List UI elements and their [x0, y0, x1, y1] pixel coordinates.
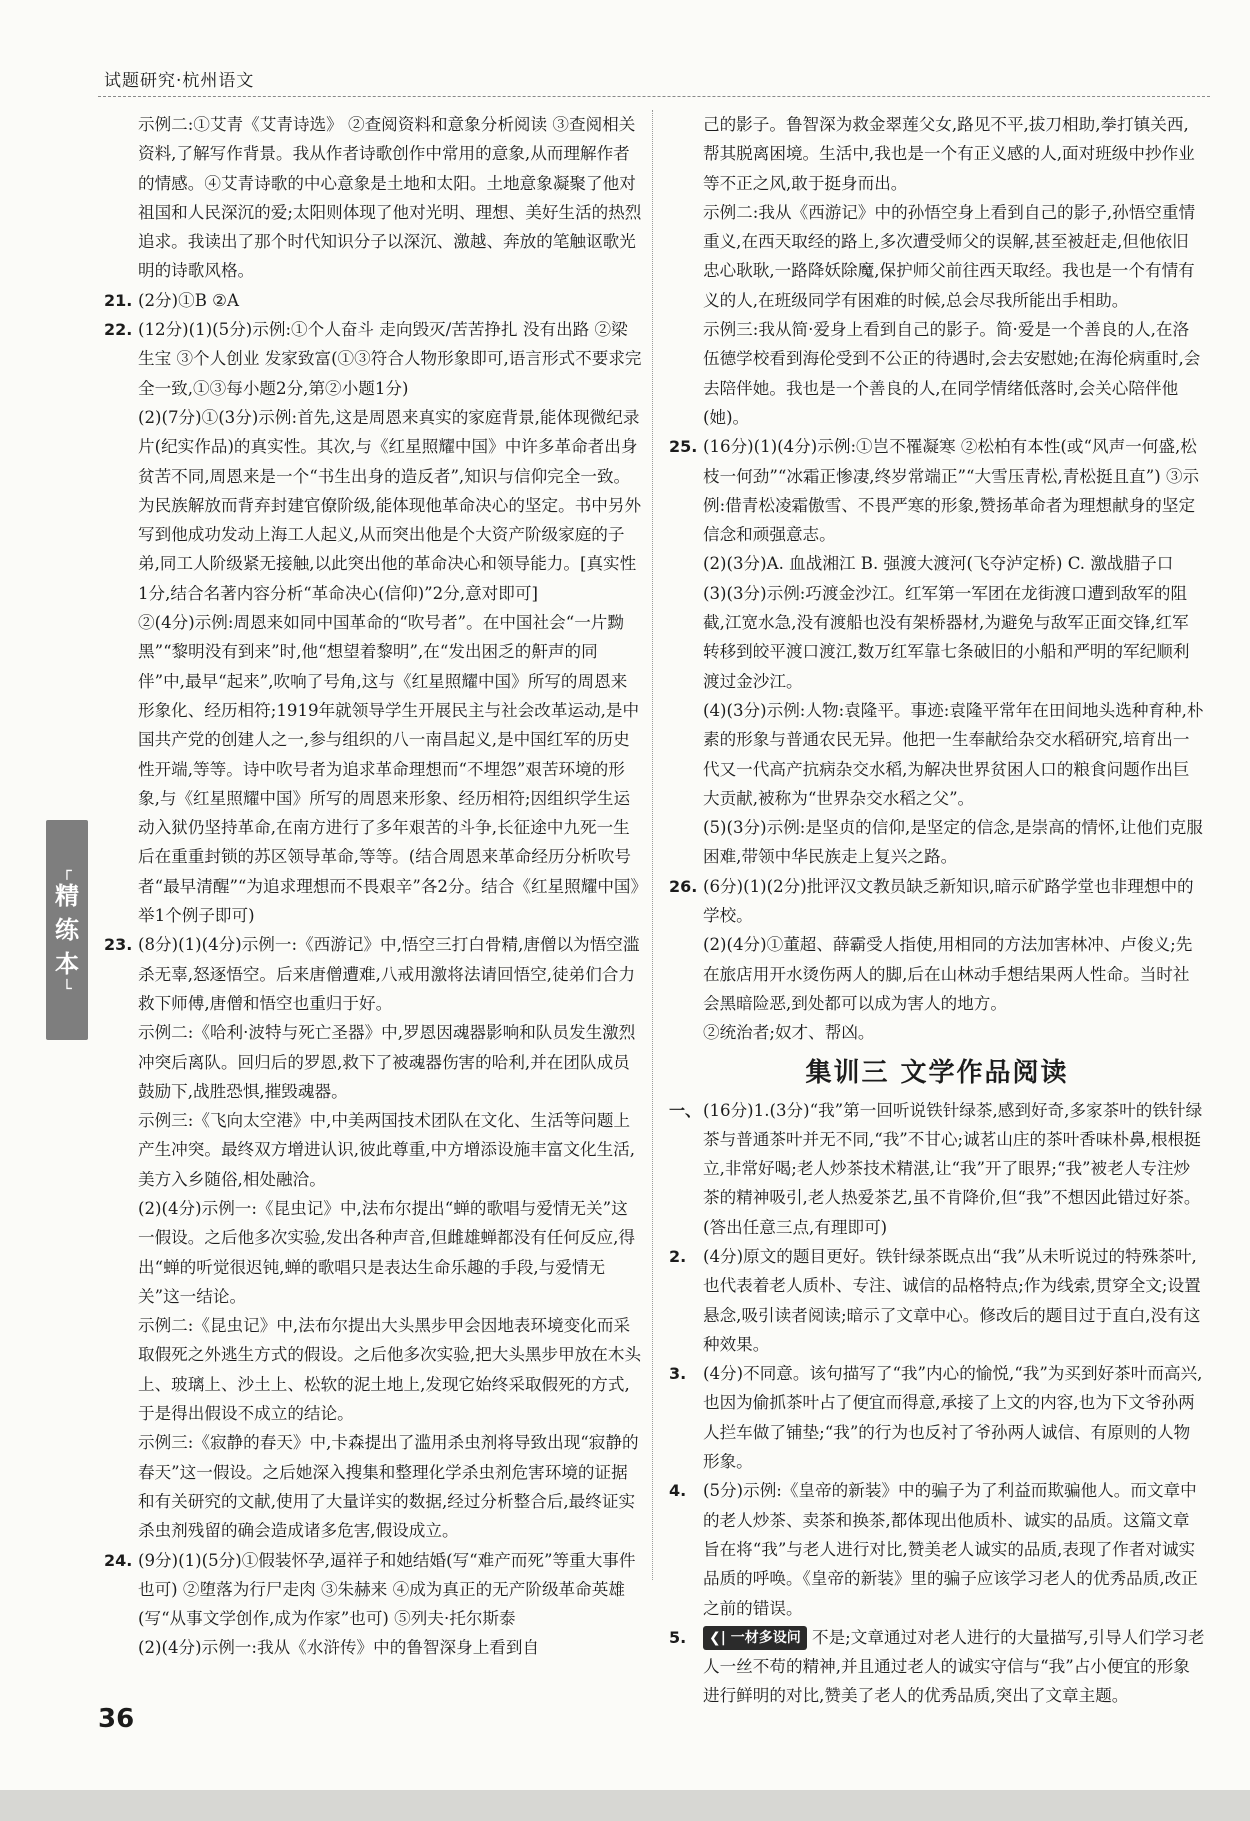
section-title: 集训三 文学作品阅读: [805, 1057, 1069, 1088]
answer-paragraph: (9分)(1)(5分)①假装怀孕,逼祥子和她结婚(写“难产而死”等重大事件也可) ②堕落为行尸走肉 ③朱赫来 ④成为真正的无产阶级革命英雄(写“从事文学创作,成为作家”也可) ⑤列夫·托尔斯泰: [138, 1550, 636, 1629]
answer-item: [104, 1546, 642, 1663]
answer-paragraph: (8分)(1)(4分)示例一:《西游记》中,悟空三打白骨精,唐僧以为悟空滥杀无辜,怒逐悟空。后来唐僧遭难,八戒用激将法请回悟空,徒弟们合力救下师傅,唐僧和悟空也重归于好。: [138, 935, 640, 1013]
item-5-text: 不是;文章通过对老人进行的大量描写,引导人们学习老人一丝不苟的精神,并且通过老人的诚实守信与“我”占小便宜的形象进行鲜明的对比,赞美了老人的优秀品质,突出了文章主题。: [703, 1627, 1205, 1706]
answer-paragraph: 示例二:我从《西游记》中的孙悟空身上看到自己的影子,孙悟空重情重义,在西天取经的路上,多次遭受师父的误解,甚至被赶走,但他依旧忠心耿耿,一路降妖除魔,保护师父前往西天取经。我也是一个有情有义的人,在班级同学有困难的时候,总会尽我所能出手相助。: [703, 202, 1196, 310]
side-tab: [46, 820, 88, 1040]
answer-item: [104, 930, 642, 1545]
answer-paragraph: (2)(4分)①董超、薛霸受人指使,用相同的方法加害林冲、卢俊义;先在旅店用开水烫伤两人的脚,后在山林动手想结果两人性命。当时社会黑暗险恶,到处都可以成为害人的地方。: [703, 935, 1193, 1013]
answer-paragraph: (2分)①B ②A: [138, 290, 240, 310]
column-divider: [652, 110, 653, 1580]
left-column: [104, 110, 642, 1663]
answer-item: [669, 1242, 1205, 1359]
running-header: 试题研究·杭州语文: [104, 71, 255, 91]
answer-paragraph: 示例三:《飞向太空港》中,中美两国技术团队在文化、生活等问题上产生冲突。最终双方增进认识,彼此尊重,中方增添设施丰富文化生活,美方入乡随俗,相处融洽。: [138, 1111, 636, 1189]
right-section-answers: [669, 1096, 1205, 1623]
page-number: 36: [98, 1704, 135, 1734]
item-number: 一、: [669, 1100, 702, 1120]
answer-item: [669, 110, 1205, 432]
answer-paragraph: (3)(3分)示例:巧渡金沙江。红军第一军团在龙街渡口遭到敌军的阻截,江宽水急,没有渡船也没有架桥器材,为避免与敌军正面交锋,红军转移到皎平渡口渡江,数万红军靠七条破旧的小船和严明的军纪顺利渡过金沙江。: [703, 583, 1190, 691]
answer-paragraph: 示例三:我从简·爱身上看到自己的影子。简·爱是一个善良的人,在洛伍德学校看到海伦受到不公正的待遇时,会去安慰她;在海伦病重时,会去陪伴她。我也是一个善良的人,在同学情绪低落时,会关心陪伴他(她)。: [703, 320, 1201, 427]
item-number: 22.: [104, 320, 133, 340]
answer-paragraph: (2)(3分)A. 血战湘江 B. 强渡大渡河(飞夺泸定桥) C. 激战腊子口: [703, 554, 1174, 574]
answer-paragraph: 示例三:《寂静的春天》中,卡森提出了滥用杀虫剂将导致出现“寂静的春天”这一假设。之后她深入搜集和整理化学杀虫剂危害环境的证据和有关研究的文献,使用了大量详实的数据,经过分析整合后,最终证实杀虫剂残留的确会造成诸多危害,假设成立。: [138, 1433, 639, 1541]
answer-paragraph: ②统治者;奴才、帮凶。: [703, 1023, 875, 1043]
answer-item: [669, 1476, 1205, 1622]
side-tab-bracket-top: ┌: [62, 861, 72, 880]
item-number: 25.: [669, 437, 698, 457]
item-number: 23.: [104, 935, 133, 955]
item-text: [703, 1623, 1205, 1711]
item-number: 24.: [104, 1550, 133, 1570]
answer-paragraph: (16分)(1)(4分)示例:①岂不罹凝寒 ②松柏有本性(或“风声一何盛,松枝一何劲”“冰霜正惨凄,终岁常端正”“大雪压青松,青松挺且直”) ③示例:借青松凌霜傲雪、不畏严寒的形象,赞扬革命者为理想献身的坚定信念和顽强意志。: [703, 437, 1200, 545]
item-number: 3.: [669, 1364, 687, 1384]
answer-paragraph: ②(4分)示例:周恩来如同中国革命的“吹号者”。在中国社会“一片黝黑”“黎明没有到来”时,他“想望着黎明”,在“发出困乏的鼾声的同伴”中,最早“起来”,吹响了号角,这与《红星照耀中国》所写的周恩来形象化、经历相符;1919年就领导学生开展民主与社会改革运动,是中国共产党的创建人之一,参与组织的八一南昌起义,是中国红军的历史性开端,等等。诗中吹号者为追求革命理想而“不埋怨”艰苦环境的形象,与《红星照耀中国》所写的周恩来形象、经历相符;因组织学生运动入狱仍坚持革命,在南方进行了多年艰苦的斗争,长征途中九死一生后在重重封锁的苏区领导革命,等等。(结合周恩来革命经历分析吹号者“最早清醒”“为追求理想而不畏艰辛”各2分。结合《红星照耀中国》举1个例子即可): [138, 613, 640, 926]
item-number: 4.: [669, 1481, 687, 1501]
answer-item: [669, 1096, 1205, 1242]
answer-paragraph: (6分)(1)(2分)批评汉文教员缺乏新知识,暗示矿路学堂也非理想中的学校。: [703, 876, 1194, 926]
answer-paragraph: (4分)不同意。该句描写了“我”内心的愉悦,“我”为买到好茶叶而高兴,也因为偷抓茶叶占了便宜而得意,承接了上文的内容,也为下文爷孙两人拦车做了铺垫;“我”的行为也反衬了爷孙两人诚信、有原则的人物形象。: [703, 1364, 1203, 1472]
right-column: [669, 110, 1205, 1711]
item-number: 5.: [669, 1627, 687, 1647]
answer-item: [104, 110, 642, 286]
side-tab-char: 练: [55, 916, 79, 944]
answer-paragraph: (12分)(1)(5分)示例:①个人奋斗 走向毁灭/苦苦挣扎 没有出路 ②梁生宝 ③个人创业 发家致富(①③符合人物形象即可,语言形式不要求完全一致,①③每小题2分,第②小题1分): [138, 320, 642, 398]
side-tab-char: 本: [55, 950, 79, 978]
right-answers: [669, 110, 1205, 1048]
answer-paragraph: (5分)示例:《皇帝的新装》中的骗子为了利益而欺骗他人。而文章中的老人炒茶、卖茶和换茶,都体现出他质朴、诚实的品质。这篇文章旨在将“我”与老人进行对比,赞美老人诚实的品质,表现了作者对诚实品质的呼唤。《皇帝的新装》里的骗子应该学习老人的优秀品质,改正之前的错误。: [703, 1481, 1198, 1618]
answer-paragraph: 己的影子。鲁智深为救金翠莲父女,路见不平,拔刀相助,拳打镇关西,帮其脱离困境。生活中,我也是一个有正义感的人,面对班级中抄作业等不正之风,敢于挺身而出。: [703, 115, 1195, 193]
side-tab-char: 精: [55, 882, 79, 910]
answer-paragraph: (5)(3分)示例:是坚贞的信仰,是坚定的信念,是崇高的情怀,让他们克服困难,带领中华民族走上复兴之路。: [703, 818, 1203, 867]
answer-item: [669, 1359, 1205, 1476]
item-number: 2.: [669, 1246, 687, 1266]
header-rule: [98, 96, 1210, 97]
item-number: 26.: [669, 876, 698, 896]
answer-paragraph: (4)(3分)示例:人物:袁隆平。事迹:袁隆平常年在田间地头选种育种,朴素的形象与普通农民无异。他把一生奉献给杂交水稻研究,培育出一代又一代高产抗病杂交水稻,为解决世界贫困人口的粮食问题作出巨大贡献,被称为“世界杂交水稻之父”。: [703, 700, 1204, 808]
answer-item: [104, 286, 642, 315]
answer-paragraph: (2)(7分)①(3分)示例:首先,这是周恩来真实的家庭背景,能体现微纪录片(纪实作品)的真实性。其次,与《红星照耀中国》中许多革命者出身贫苦不同,周恩来是一个“书生出身的造反者”,知识与信仰完全一致。为民族解放而背弃封建官僚阶级,能体现他革命决心的坚定。书中另外写到他成功发动上海工人起义,从而突出他是个大资产阶级家庭的子弟,同工人阶级紧无接触,以此突出他的革命决心和领导能力。[真实性1分,结合名著内容分析“革命决心(信仰)”2分,意对即可]: [138, 407, 642, 603]
answer-item: [669, 432, 1205, 871]
answer-item: [104, 315, 642, 930]
side-tab-bracket-bottom: └: [62, 979, 72, 998]
answer-paragraph: (2)(4分)示例一:我从《水浒传》中的鲁智深身上看到自: [138, 1638, 540, 1658]
answer-paragraph: (2)(4分)示例一:《昆虫记》中,法布尔提出“蝉的歌唱与爱情无关”这一假设。之后他多次实验,发出各种声音,但雌雄蝉都没有任何反应,得出“蝉的听觉很迟钝,蝉的歌唱只是表达生命乐趣的手段,与爱情无关”这一结论。: [138, 1198, 636, 1306]
badge-label: ❮| 一材多设问: [703, 1626, 807, 1650]
answer-item: [669, 872, 1205, 1048]
answer-paragraph: 示例二:《哈利·波特与死亡圣器》中,罗恩因魂器影响和队员发生激烈冲突后离队。回归后的罗恩,救下了被魂器伤害的哈利,并在团队成员鼓励下,战胜恐惧,摧毁魂器。: [138, 1023, 636, 1101]
answer-paragraph: 示例二:《昆虫记》中,法布尔提出大头黑步甲会因地表环境变化而采取假死之外逃生方式的假设。之后他多次实验,把大头黑步甲放在木头上、玻璃上、沙土上、松软的泥土地上,发现它始终采取假死的方式,于是得出假设不成立的结论。: [138, 1316, 642, 1424]
footer-band: [0, 1790, 1250, 1821]
answer-item-5: [669, 1623, 1205, 1711]
answer-paragraph: 示例二:①艾青《艾青诗选》 ②查阅资料和意象分析阅读 ③查阅相关资料,了解写作背景。我从作者诗歌创作中常用的意象,从而理解作者的情感。④艾青诗歌的中心意象是土地和太阳。土地意象凝聚了他对祖国和人民深沉的爱;太阳则体现了他对光明、理想、美好生活的热烈追求。我读出了那个时代知识分子以深沉、激越、奔放的笔触讴歌光明的诗歌风格。: [138, 115, 642, 281]
answer-paragraph: (16分)1.(3分)“我”第一回听说铁针绿茶,感到好奇,多家茶叶的铁针绿茶与普通茶叶并无不同,“我”不甘心;诚茗山庄的茶叶香味朴鼻,根根挺立,非常好喝;老人炒茶技术精湛,让“我”开了眼界;“我”被老人专注炒茶的精神吸引,老人热爱茶艺,虽不肯降价,但“我”不想因此错过好茶。(答出任意三点,有理即可): [703, 1100, 1203, 1237]
answer-paragraph: (4分)原文的题目更好。铁针绿茶既点出“我”从未听说过的特殊茶叶,也代表着老人质朴、专注、诚信的品格特点;作为线索,贯穿全文;设置悬念,吸引读者阅读;暗示了文章中心。修改后的题目过于直白,没有这种效果。: [703, 1246, 1201, 1354]
item-number: 21.: [104, 290, 133, 310]
